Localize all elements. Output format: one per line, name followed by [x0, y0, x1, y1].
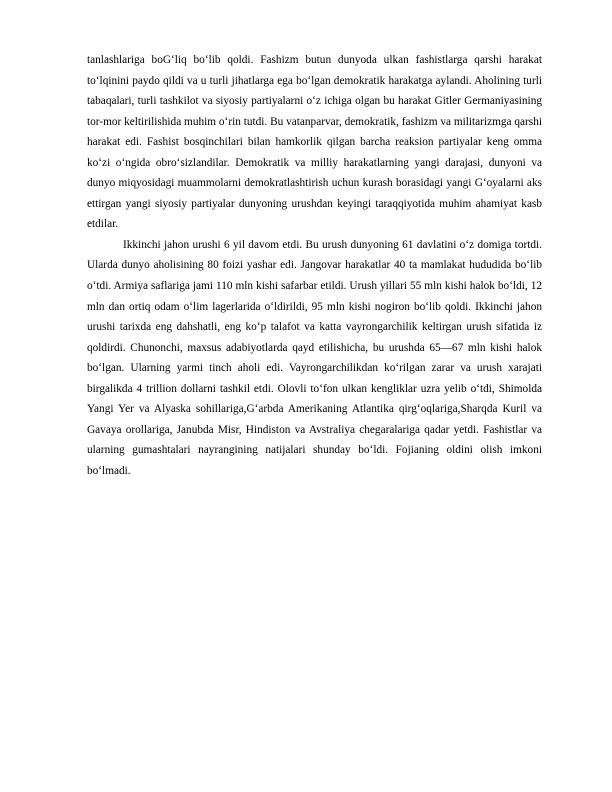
paragraph-2: Ikkinchi jahon urushi 6 yil davom etdi. Bu urush dunyoning 61 davlatini o‘z domiga tortdi. Ularda dunyo aholisining 80 foizi yashar edi. Jangovar harakatlar 40 ta mamlakat hududida bo‘lib o‘tdi. Armiya saflariga jami 110 mln kishi safarbar etildi. Urush yillari 55 mln kishi halok bo‘ldi, 12 mln dan ortiq odam o‘lim lagerlarida o‘ldirildi, 95 mln kishi nogiron bo‘lib qoldi. Ikkinchi jahon urushi tarixda eng dahshatli, eng ko‘p talafot va katta vayrongarchilik keltirgan urush sifatida iz qoldirdi. Chunonchi, maxsus adabiyotlarda qayd etilishicha, bu urushda 65—67 mln kishi halok bo‘lgan. Ularning yarmi tinch aholi edi. Vayrongarchilikdan ko‘rilgan zarar va urush xarajati birgalikda 4 trillion dollarni tashkil etdi. Olovli to‘fon ulkan kengliklar uzra yelib o‘tdi, Shimolda Yangi Yer va Alyaska sohillariga,G‘arbda Amerikaning Atlantika qirg‘oqlariga,Sharqda Kuril va Gavaya orollariga, Janubda Misr, Hindiston va Avstraliya chegaralariga qadar yetdi. Fashistlar va ularning gumashtalari nayrangining natijalari shunday bo‘ldi. Fojianing oldini olish imkoni bo‘lmadi. [87, 238, 542, 477]
paragraph-1: tanlashlariga boG‘liq bo‘lib qoldi. Fashizm butun dunyoda ulkan fashistlarga qarshi harakat to‘lqinini paydo qildi va u turli jihatlarga ega bo‘lgan demokratik harakatga aylandi. Aholining turli tabaqalari, turli tashkilot va siyosiy partiyalarni o‘z ichiga olgan bu harakat Gitler Germaniyasining tor-mor keltirilishida muhim o‘rin tutdi. Bu vatanparvar, demokratik, fashizm va militarizmga qarshi harakat edi. Fashist bosqinchilari bilan hamkorlik qilgan barcha reaksion partiyalar keng omma ko‘zi o‘ngida obro‘sizlandilar. Demokratik va milliy harakatlarning yangi darajasi, dunyoni va dunyo miqyosidagi muammolarni demokratlashtirish uchun kurash borasidagi yangi G‘oyalarni aks ettirgan yangi siyosiy partiyalar dunyoning urushdan keyingi taraqqiyotida muhim ahamiyat kasb etdilar. [87, 54, 542, 231]
body-text [87, 50, 542, 481]
